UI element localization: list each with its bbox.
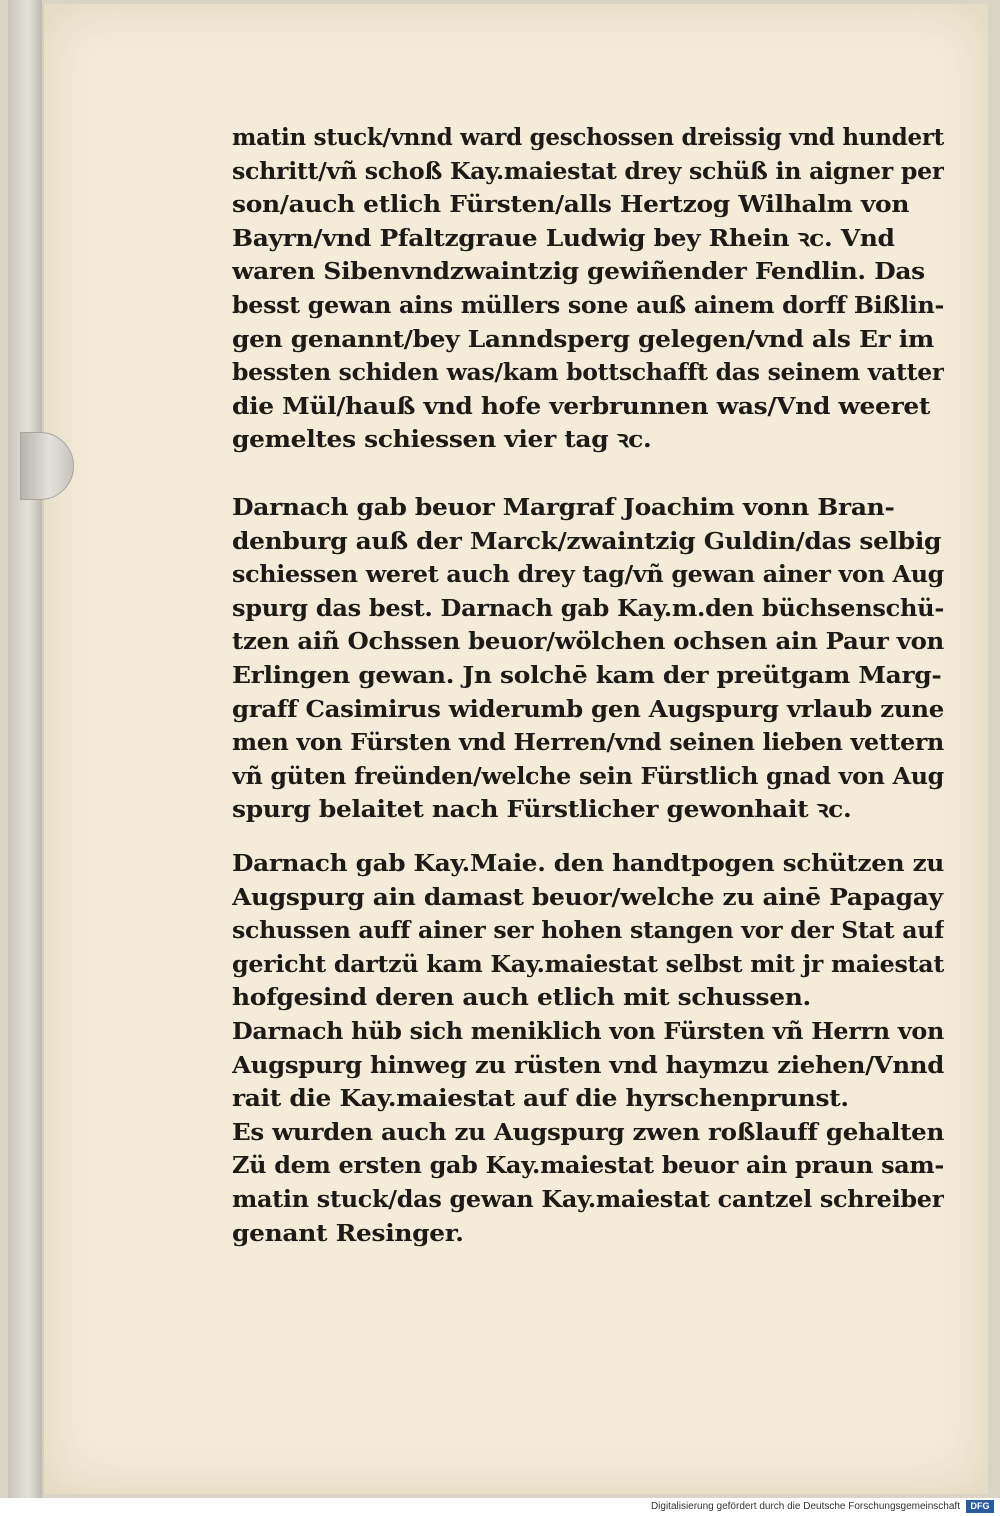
text-line: denburg auß der Marck/zwaintzig Guldin/das selbig: [232, 526, 942, 555]
paragraph-2: [232, 491, 944, 827]
text-line: Erlingen gewan. Jn solchē kam der preütgam Marg-: [232, 660, 942, 689]
text-line: gen genannt/bey Lanndsperg gelegen/vnd als Er im: [232, 324, 934, 353]
text-line: men von Fürsten vnd Herren/vnd seinen lieben vettern: [232, 728, 944, 757]
text-line: spurg belaitet nach Fürstlicher gewonhait ꝛc.: [232, 795, 852, 824]
dfg-logo: DFG: [966, 1500, 994, 1513]
text-line: bessten schiden was/kam bottschafft das seinem vatter: [232, 358, 944, 387]
text-line: matin stuck/das gewan Kay.maiestat cantzel schreiber: [232, 1184, 944, 1213]
text-line: tzen aiñ Ochssen beuor/wölchen ochsen ain Paur von: [232, 627, 944, 656]
text-line: waren Sibenvndzwaintzig gewiñender Fendlin. Das: [232, 257, 925, 286]
text-line: schussen auff ainer ser hohen stangen vor der Stat auf: [232, 916, 944, 945]
text-line: Es wurden auch zu Augspurg zwen roßlauff gehalten: [232, 1117, 944, 1146]
text-line: rait die Kay.maiestat auf die hyrschenprunst.: [232, 1084, 849, 1113]
text-line: Darnach gab Kay.Maie. den handtpogen schützen zu: [232, 849, 944, 877]
text-line: genant Resinger.: [232, 1218, 464, 1247]
text-line: Darnach hüb sich meniklich von Fürsten vñ Herrn von: [232, 1016, 944, 1045]
text-line: Augspurg hinweg zu rüsten vnd haymzu ziehen/Vnnd: [232, 1050, 944, 1079]
text-line: besst gewan ains müllers sone auß ainem dorff Bißlin-: [232, 290, 944, 319]
text-line: spurg das best. Darnach gab Kay.m.den büchsenschü-: [232, 593, 944, 622]
binding-edge: [8, 0, 42, 1498]
text-line: Augspurg ain damast beuor/welche zu ainē Papagay: [232, 882, 943, 911]
text-line: gemeltes schiessen vier tag ꝛc.: [232, 425, 652, 454]
text-line: son/auch etlich Fürsten/alls Hertzog Wilhalm von: [232, 190, 910, 219]
text-line: schiessen weret auch drey tag/vñ gewan ainer von Aug: [232, 560, 944, 589]
text-line: graff Casimirus widerumb gen Augspurg vrlaub zune: [232, 694, 944, 723]
paragraph-3: [232, 847, 944, 1250]
text-line: Darnach gab beuor Margraf Joachim vonn Bran-: [232, 493, 895, 521]
text-line: vñ güten freünden/welche sein Fürstlich gnad von Aug: [232, 761, 944, 790]
text-line: Zü dem ersten gab Kay.maiestat beuor ain praun sam-: [232, 1151, 944, 1180]
text-line: Bayrn/vnd Pfaltzgraue Ludwig bey Rhein ꝛc. Vnd: [232, 223, 895, 252]
text-line: die Mül/hauß vnd hofe verbrunnen was/Vnd weeret: [232, 391, 931, 420]
text-line: gericht dartzü kam Kay.maiestat selbst mit jr maiestat: [232, 949, 944, 978]
text-line: schritt/vñ schoß Kay.maiestat drey schüß in aigner per: [232, 156, 944, 185]
text-line: hofgesind deren auch etlich mit schussen.: [232, 983, 811, 1012]
paragraph-1: [232, 121, 944, 457]
footer-credit: Digitalisierung gefördert durch die Deutsche Forschungsgemeinschaft: [650, 1501, 960, 1512]
text-line: matin stuck/vnnd ward geschossen dreissig vnd hundert: [232, 123, 944, 151]
